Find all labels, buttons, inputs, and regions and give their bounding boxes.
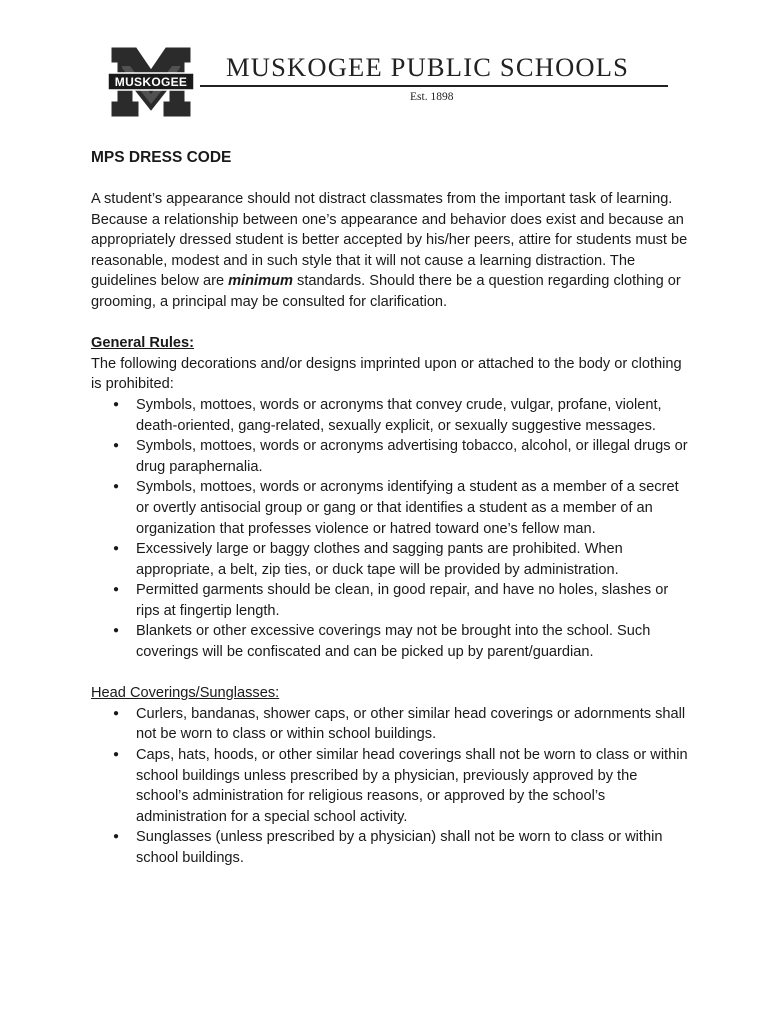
list-item: ● Curlers, bandanas, shower caps, or other similar head coverings or adornments shall not be worn to class or within school buildings.	[91, 704, 691, 745]
header-divider	[200, 85, 668, 87]
general-rules-intro: The following decorations and/or designs imprinted upon or attached to the body or clothing is prohibited:	[91, 355, 682, 393]
list-item: ● Sunglasses (unless prescribed by a physician) shall not be worn to class or within school buildings.	[91, 827, 691, 868]
intro-text-end: standards. Should there be a question regarding clothing or grooming, a principal may be consulted for clarification.	[91, 273, 681, 310]
general-rules-section	[91, 333, 691, 663]
school-name: MUSKOGEE PUBLIC SCHOOLS	[226, 52, 630, 82]
logo-band-text: MUSKOGEE	[114, 75, 188, 89]
list-item: ● Blankets or other excessive coverings may not be brought into the school. Such coverings will be confiscated and can be picked up by parent/guardian.	[91, 621, 691, 662]
head-coverings-list	[91, 704, 691, 869]
general-rules-list	[91, 395, 691, 663]
list-item: ● Permitted garments should be clean, in good repair, and have no holes, slashes or rips at fingertip length.	[91, 580, 691, 621]
intro-text-start: A student’s appearance should not distract classmates from the important task of learning. Because a relationship between one’s appearance and behavior does exist and because an appropriately dressed student is better accepted by his/her peers, attire for students must be reasonable, modest and in such style that it will not cause a learning distraction. The guidelines below are	[91, 191, 688, 290]
list-item: ● Symbols, mottoes, words or acronyms that convey crude, vulgar, profane, violent, death-oriented, gang-related, sexually explicit, or sexually suggestive messages.	[91, 395, 691, 436]
list-item: ● Excessively large or baggy clothes and sagging pants are prohibited. When appropriate, a belt, zip ties, or duck tape will be provided by administration.	[91, 539, 691, 580]
general-rules-heading: General Rules:	[91, 335, 195, 352]
list-item: ● Caps, hats, hoods, or other similar head coverings shall not be worn to class or within school buildings unless prescribed by a physician, previously approved by the school’s administration for religious reasons, or approved by the school’s administration for a special school activity.	[91, 745, 691, 827]
established-year: Est. 1898	[410, 91, 454, 103]
list-item: ● Symbols, mottoes, words or acronyms advertising tobacco, alcohol, or illegal drugs or drug paraphernalia.	[91, 436, 691, 477]
muskogee-m-logo	[108, 46, 194, 118]
intro-emphasis: minimum	[228, 273, 293, 290]
list-item: ● Symbols, mottoes, words or acronyms identifying a student as a member of a secret or overtly antisocial group or gang or that identifies a student as a member of an organization that professes violence or hatred toward one’s fellow man.	[91, 477, 691, 539]
letterhead	[108, 46, 668, 120]
document-title: MPS DRESS CODE	[91, 149, 232, 166]
document-body	[91, 147, 691, 889]
intro-paragraph	[91, 189, 691, 313]
head-coverings-section	[91, 683, 691, 868]
head-coverings-heading: Head Coverings/Sunglasses:	[91, 685, 280, 702]
